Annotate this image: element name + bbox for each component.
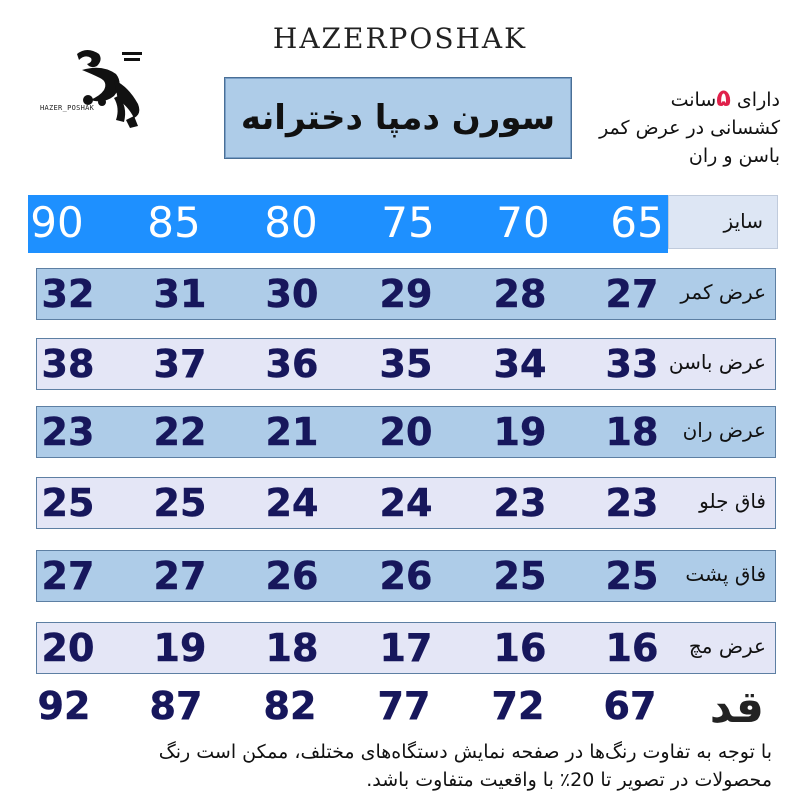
table-cell: 25	[493, 554, 547, 598]
table-cell: 23	[493, 481, 547, 525]
note-suffix: سانت	[670, 89, 717, 111]
table-cell: 23	[41, 410, 95, 454]
table-cell: 19	[153, 626, 207, 670]
brand-name: HAZERPOSHAK	[272, 22, 528, 55]
table-cell: 19	[493, 410, 547, 454]
table-cell: 30	[265, 272, 319, 316]
table-cell: 26	[265, 554, 319, 598]
stretch-note	[570, 84, 780, 170]
table-cell: 18	[605, 410, 659, 454]
product-title: سورن دمپا دخترانه	[240, 98, 556, 138]
table-cell: 25	[41, 481, 95, 525]
size-value: 75	[381, 198, 435, 247]
size-value: 90	[30, 198, 84, 247]
note-line3: باسن و ران	[688, 145, 780, 167]
table-cell: 27	[605, 272, 659, 316]
table-cell: 22	[153, 410, 207, 454]
height-value: 92	[37, 684, 91, 728]
table-cell: 20	[41, 626, 95, 670]
table-cell: 27	[153, 554, 207, 598]
table-cell: 17	[379, 626, 433, 670]
row-label: فاق جلو	[699, 489, 766, 513]
table-cell: 26	[379, 554, 433, 598]
product-title-box	[224, 77, 572, 159]
height-label: قد	[709, 682, 764, 733]
size-value: 80	[264, 198, 318, 247]
table-cell: 35	[379, 342, 433, 386]
table-cell: 18	[265, 626, 319, 670]
table-cell: 16	[493, 626, 547, 670]
height-value: 77	[377, 684, 431, 728]
table-cell: 25	[153, 481, 207, 525]
table-cell: 16	[605, 626, 659, 670]
row-label: فاق پشت	[685, 562, 766, 586]
table-cell: 20	[379, 410, 433, 454]
table-cell: 29	[379, 272, 433, 316]
size-value: 70	[496, 198, 550, 247]
row-label: عرض مچ	[688, 634, 766, 658]
disclaimer-line2: محصولات در تصویر تا 20٪ با واقعیت متفاوت باشد.	[366, 769, 772, 791]
logo-handle: HAZER_POSHAK	[40, 104, 95, 112]
note-number: ۵	[716, 84, 731, 112]
table-cell: 28	[493, 272, 547, 316]
note-line2: کشسانی در عرض کمر	[599, 117, 780, 139]
table-cell: 36	[265, 342, 319, 386]
table-cell: 32	[41, 272, 95, 316]
color-disclaimer	[12, 738, 772, 794]
note-prefix: دارای	[730, 89, 780, 111]
table-cell: 34	[493, 342, 547, 386]
table-cell: 27	[41, 554, 95, 598]
size-label: سایز	[723, 209, 763, 233]
table-cell: 25	[605, 554, 659, 598]
table-cell: 38	[41, 342, 95, 386]
table-cell: 24	[379, 481, 433, 525]
table-cell: 37	[153, 342, 207, 386]
table-cell: 21	[265, 410, 319, 454]
table-cell: 31	[153, 272, 207, 316]
size-label-box	[668, 195, 778, 249]
disclaimer-line1: با توجه به تفاوت رنگ‌ها در صفحه نمایش دستگاه‌های مختلف، ممکن است رنگ	[158, 741, 772, 763]
height-value: 72	[491, 684, 545, 728]
table-cell: 23	[605, 481, 659, 525]
table-cell: 24	[265, 481, 319, 525]
height-value: 67	[603, 684, 657, 728]
row-label: عرض ران	[682, 418, 766, 442]
table-cell: 33	[605, 342, 659, 386]
size-value: 65	[610, 198, 664, 247]
row-label: عرض کمر	[680, 280, 766, 304]
size-row-band	[28, 195, 668, 253]
size-value: 85	[147, 198, 201, 247]
row-label: عرض باسن	[668, 350, 766, 374]
height-value: 82	[263, 684, 317, 728]
height-value: 87	[149, 684, 203, 728]
